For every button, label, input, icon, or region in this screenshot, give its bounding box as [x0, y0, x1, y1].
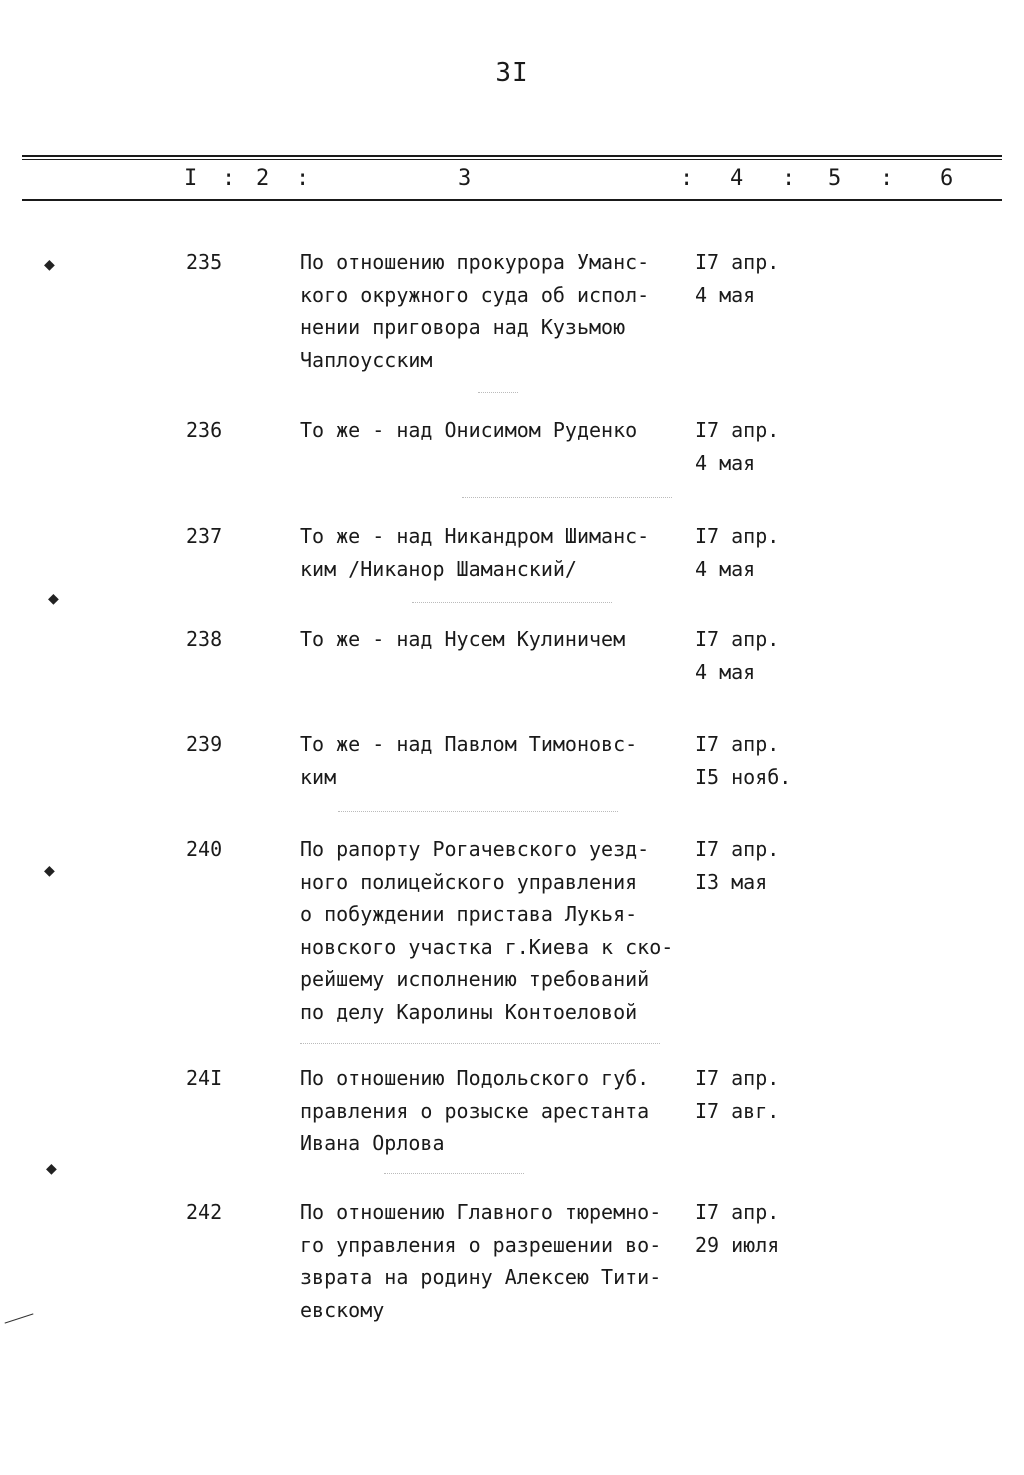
separator-specks	[338, 811, 618, 812]
start-date: I7 апр.	[695, 837, 780, 861]
description-line: То же - над Никандром Шиманс-	[300, 524, 650, 548]
description-line: о побуждении пристава Лукья-	[300, 902, 638, 927]
entry-number: 236	[186, 418, 223, 442]
margin-punch-mark: ◆	[44, 860, 55, 881]
header-bottom-rule	[22, 199, 1002, 201]
page-number: 3I	[495, 58, 529, 88]
margin-punch-mark: ◆	[48, 588, 59, 609]
column-header-2: 2	[256, 166, 270, 191]
entry-dates	[695, 1062, 825, 1127]
description-line: То же - над Павлом Тимоновс-	[300, 732, 638, 756]
separator-specks	[478, 392, 518, 393]
entry-description	[300, 246, 700, 376]
entry-dates	[695, 520, 825, 585]
entry-description	[300, 728, 700, 793]
entry-number: 24I	[186, 1066, 223, 1090]
header-top-rule-thin	[22, 159, 1002, 160]
entry-number: 235	[186, 250, 223, 274]
entry-dates	[695, 414, 825, 479]
margin-pen-stroke	[5, 1313, 34, 1323]
header-top-rule	[22, 155, 1002, 157]
description-line: То же - над Нусем Кулиничем	[300, 627, 626, 651]
column-header-separator: :	[782, 166, 796, 191]
description-line: То же - над Онисимом Руденко	[300, 418, 638, 442]
separator-specks	[384, 1173, 524, 1174]
end-date: 4 мая	[695, 282, 756, 307]
description-line: ким /Никанор Шаманский/	[300, 556, 577, 581]
end-date: I3 мая	[695, 869, 768, 894]
description-line: Ивана Орлова	[300, 1131, 445, 1156]
description-line: ного полицейского управления	[300, 869, 638, 894]
column-header-separator: :	[680, 166, 694, 191]
entry-number: 237	[186, 524, 223, 548]
entry-dates	[695, 833, 825, 898]
entry-description	[300, 1196, 700, 1326]
end-date: 29 июля	[695, 1232, 780, 1257]
entry-dates	[695, 246, 825, 311]
entry-dates	[695, 623, 825, 688]
description-line: рейшему исполнению требований	[300, 967, 650, 992]
start-date: I7 апр.	[695, 732, 780, 756]
separator-specks	[412, 602, 612, 603]
start-date: I7 апр.	[695, 524, 780, 548]
description-line: правления о розыске арестанта	[300, 1098, 650, 1123]
entry-description	[300, 833, 700, 1029]
column-header-3: 3	[458, 166, 472, 191]
entry-dates	[695, 728, 825, 793]
description-line: нении приговора над Кузьмою	[300, 315, 626, 340]
start-date: I7 апр.	[695, 1066, 780, 1090]
margin-punch-mark: ◆	[46, 1158, 57, 1179]
end-date: I7 авг.	[695, 1098, 780, 1123]
column-header-4: 4	[730, 166, 744, 191]
end-date: 4 мая	[695, 659, 756, 684]
entry-description	[300, 623, 700, 656]
column-header-separator: :	[296, 166, 310, 191]
description-line: евскому	[300, 1297, 385, 1322]
start-date: I7 апр.	[695, 250, 780, 274]
description-line: По отношению Главного тюремно-	[300, 1200, 662, 1224]
entry-description	[300, 1062, 700, 1160]
start-date: I7 апр.	[695, 418, 780, 442]
column-header-5: 5	[828, 166, 842, 191]
description-line: ким	[300, 764, 337, 789]
entry-number: 240	[186, 837, 223, 861]
entry-number: 242	[186, 1200, 223, 1224]
entry-description	[300, 414, 700, 447]
entry-number: 238	[186, 627, 223, 651]
entry-number: 239	[186, 732, 223, 756]
start-date: I7 апр.	[695, 1200, 780, 1224]
column-header-1: I	[184, 166, 198, 191]
end-date: I5 нояб.	[695, 764, 792, 789]
description-line: По отношению прокурора Уманс-	[300, 250, 650, 274]
margin-punch-mark: ◆	[44, 254, 55, 275]
entry-description	[300, 520, 700, 585]
description-line: По рапорту Рогачевского уезд-	[300, 837, 650, 861]
entry-dates	[695, 1196, 825, 1261]
description-line: По отношению Подольского губ.	[300, 1066, 650, 1090]
description-line: кого окружного суда об испол-	[300, 282, 650, 307]
description-line: го управления о разрешении во-	[300, 1232, 662, 1257]
separator-specks	[300, 1043, 660, 1044]
end-date: 4 мая	[695, 450, 756, 475]
column-header-row	[0, 166, 1024, 194]
column-header-separator: :	[880, 166, 894, 191]
description-line: по делу Каролины Контоеловой	[300, 999, 638, 1024]
start-date: I7 апр.	[695, 627, 780, 651]
description-line: зврата на родину Алексею Тити-	[300, 1265, 662, 1290]
end-date: 4 мая	[695, 556, 756, 581]
column-header-separator: :	[222, 166, 236, 191]
column-header-6: 6	[940, 166, 954, 191]
separator-specks	[462, 497, 672, 498]
description-line: Чаплоусским	[300, 347, 433, 372]
description-line: новского участка г.Киева к ско-	[300, 934, 674, 959]
